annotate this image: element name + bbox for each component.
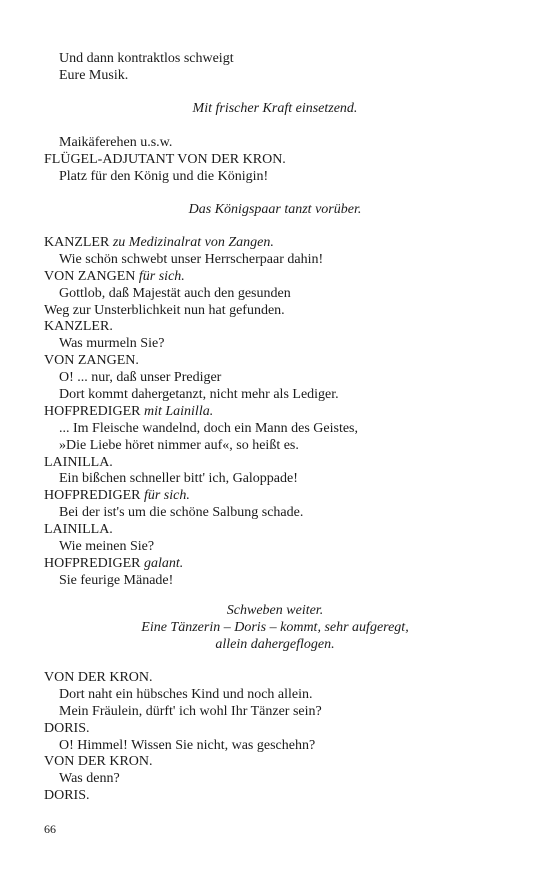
speaker-direction: galant. bbox=[143, 555, 184, 571]
verse-line: Platz für den König und die Königin! bbox=[59, 168, 269, 184]
verse-line: Wie schön schwebt unser Herrscherpaar dahin! bbox=[59, 251, 324, 267]
verse-line: Und dann kontraktlos schweigt bbox=[59, 51, 234, 66]
speaker-name: KANZLER bbox=[44, 235, 110, 250]
speaker-name: DORIS. bbox=[44, 788, 90, 804]
speaker-name: HOFPREDIGER bbox=[44, 403, 141, 419]
speaker-line bbox=[0, 269, 550, 286]
speaker-name: VON ZANGEN bbox=[44, 268, 136, 284]
verse-line: Eure Musik. bbox=[59, 67, 129, 83]
speaker-name: FLÜGEL-ADJUTANT VON DER KRON. bbox=[44, 151, 286, 167]
dialogue-block-1 bbox=[0, 51, 550, 85]
speaker-name: KANZLER. bbox=[44, 319, 113, 335]
speaker-line bbox=[0, 404, 550, 421]
verse-line: O! Himmel! Wissen Sie nicht, was geschehn? bbox=[59, 737, 316, 753]
dialogue-block-2 bbox=[0, 135, 550, 186]
speaker-name: LAINILLA. bbox=[44, 454, 113, 470]
verse-line: Was murmeln Sie? bbox=[59, 336, 165, 352]
speaker-direction: für sich. bbox=[143, 488, 190, 504]
verse-line: Was denn? bbox=[59, 771, 120, 787]
speaker-name: VON DER KRON. bbox=[44, 754, 153, 770]
stage-direction-line: Das Königspaar tanzt vorüber. bbox=[188, 202, 362, 217]
speaker-name: HOFPREDIGER bbox=[44, 488, 141, 504]
stage-direction-line: Mit frischer Kraft einsetzend. bbox=[192, 101, 358, 116]
speaker-line bbox=[0, 556, 550, 573]
speaker-name: HOFPREDIGER bbox=[44, 555, 141, 571]
verse-line: Maikäferehen u.s.w. bbox=[59, 135, 173, 150]
verse-line: Weg zur Unsterblichkeit nun hat gefunden. bbox=[44, 302, 285, 318]
dialogue-block-4 bbox=[0, 670, 550, 805]
speaker-direction: zu Medizinalrat von Zangen. bbox=[112, 235, 274, 250]
page-number: 66 bbox=[44, 822, 56, 836]
verse-line: O! ... nur, daß unser Prediger bbox=[59, 370, 222, 386]
stage-direction bbox=[0, 603, 550, 654]
verse-line: Mein Fräulein, dürft' ich wohl Ihr Tänzer sein? bbox=[59, 703, 322, 719]
speaker-direction: mit Lainilla. bbox=[143, 403, 214, 419]
speaker-name: DORIS. bbox=[44, 720, 90, 736]
dialogue-block-3 bbox=[0, 235, 550, 590]
verse-line: Ein bißchen schneller bitt' ich, Galoppade! bbox=[59, 471, 298, 487]
stage-direction-line: Schweben weiter. bbox=[226, 603, 324, 618]
speaker-name: LAINILLA. bbox=[44, 522, 113, 538]
speaker-line bbox=[0, 488, 550, 505]
verse-line: Gottlob, daß Majestät auch den gesunden bbox=[59, 285, 291, 301]
verse-line: Dort kommt dahergetanzt, nicht mehr als Lediger. bbox=[59, 387, 339, 403]
stage-direction-line: allein dahergeflogen. bbox=[215, 636, 335, 652]
verse-line: Wie meinen Sie? bbox=[59, 539, 155, 555]
verse-line: Sie feurige Mänade! bbox=[59, 572, 174, 588]
stage-direction-line: Eine Tänzerin – Doris – kommt, sehr aufgeregt, bbox=[141, 619, 409, 635]
verse-line: »Die Liebe höret nimmer auf«, so heißt es. bbox=[59, 437, 299, 453]
verse-line: Bei der ist's um die schöne Salbung schade. bbox=[59, 505, 304, 521]
speaker-line bbox=[0, 235, 550, 252]
verse-line: Dort naht ein hübsches Kind und noch allein. bbox=[59, 686, 313, 702]
stage-direction bbox=[0, 202, 550, 219]
speaker-name: VON DER KRON. bbox=[44, 670, 153, 685]
speaker-direction: für sich. bbox=[138, 268, 185, 284]
verse-line: ... Im Fleische wandelnd, doch ein Mann des Geistes, bbox=[59, 420, 358, 436]
stage-direction bbox=[0, 101, 550, 118]
speaker-name: VON ZANGEN. bbox=[44, 353, 139, 369]
